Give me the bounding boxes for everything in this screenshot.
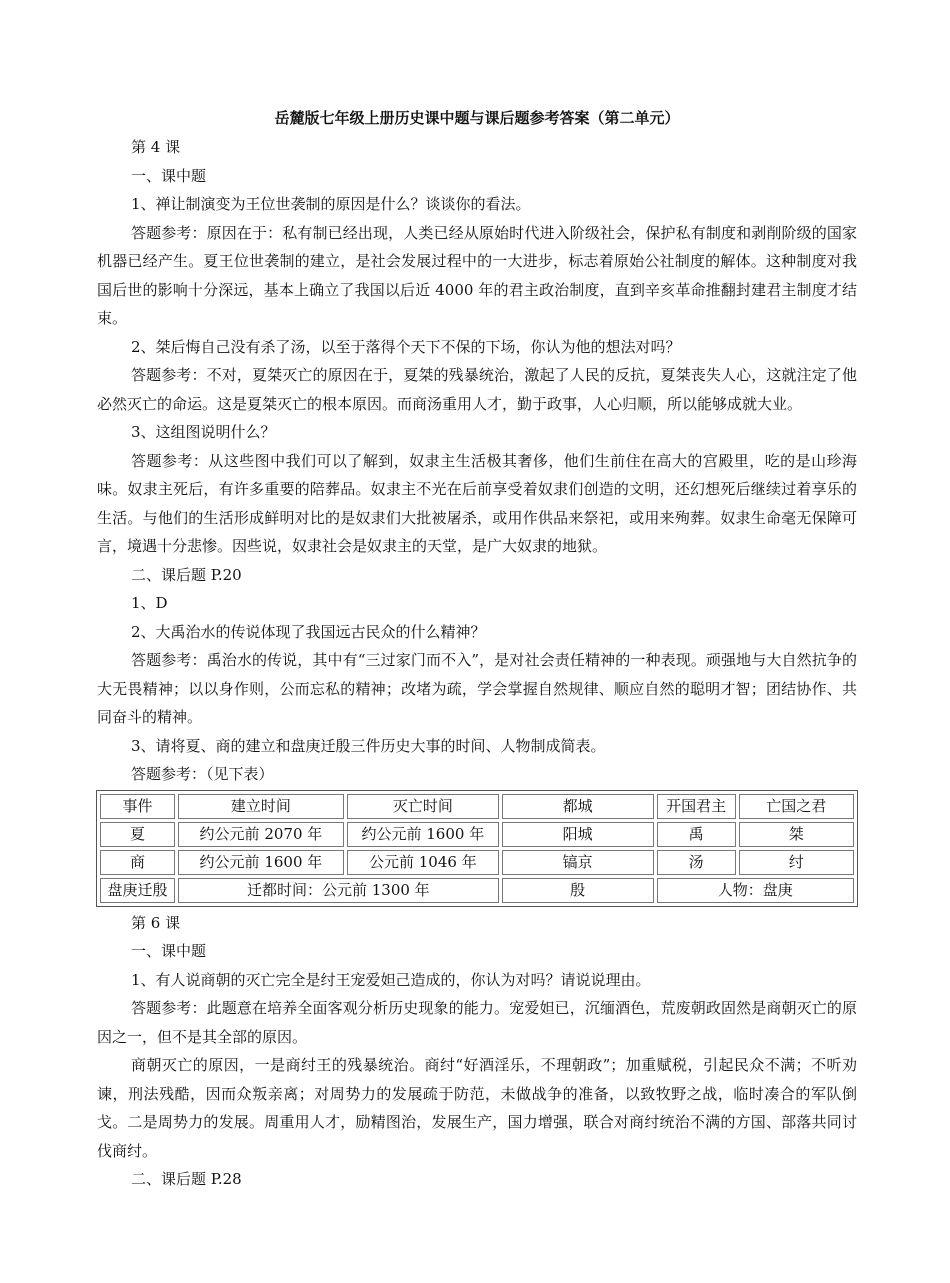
lesson-4-question-1: 1、禅让制演变为王位世袭制的原因是什么？谈谈你的看法。 bbox=[131, 195, 531, 213]
dynasty-summary-table bbox=[96, 790, 858, 907]
table-cell: 纣 bbox=[739, 850, 854, 875]
table-cell: 汤 bbox=[657, 850, 736, 875]
table-cell: 约公元前 2070 年 bbox=[178, 822, 344, 847]
table-header-row bbox=[100, 794, 854, 819]
table-cell: 商 bbox=[100, 850, 175, 875]
table-cell: 镐京 bbox=[502, 850, 654, 875]
table-header-cell: 开国君主 bbox=[657, 794, 736, 819]
lesson-4-section-in-class: 一、课中题 bbox=[131, 166, 207, 185]
table-cell: 禹 bbox=[657, 822, 736, 847]
lesson-4-homework-3-question: 3、请将夏、商的建立和盘庚迁殷三件历史大事的时间、人物制成简表。 bbox=[131, 736, 606, 755]
table-cell: 约公元前 1600 年 bbox=[347, 822, 499, 847]
lesson-4-homework-3-answer: 答题参考：（见下表） bbox=[131, 765, 274, 783]
lesson-4-section-after-class: 二、课后题 P.20 bbox=[131, 565, 242, 584]
table-cell: 公元前 1046 年 bbox=[347, 850, 499, 875]
document-title: 岳麓版七年级上册历史课中题与课后题参考答案（第二单元） bbox=[274, 109, 680, 127]
table-header-cell: 灭亡时间 bbox=[347, 794, 499, 819]
lesson-4-homework-1: 1、D bbox=[131, 594, 168, 612]
lesson-4-answer-3: 答题参考：从这些图中我们可以了解到，奴隶主生活极其奢侈，他们生前住在高大的宫殿里，吃的是山珍海味。奴隶主死后，有许多重要的陪葬品。奴隶主不光在后前享受着奴隶们创造的文明，还幻想死后继续过着享乐的生活。与他们的生活形成鲜明对比的是奴隶们大批被屠杀，或用作供品来祭祀，或用来殉葬。奴隶生命毫无保障可言，境遇十分悲惨。因些说，奴隶社会是奴隶主的天堂，是广大奴隶的地狱。 bbox=[97, 451, 857, 555]
lesson-6-section-after-class: 二、课后题 P.28 bbox=[131, 1170, 242, 1188]
table-cell: 人物：盘庚 bbox=[657, 878, 854, 903]
lesson-6-heading: 第 6 课 bbox=[131, 913, 181, 932]
table-row bbox=[100, 850, 854, 875]
lesson-4-question-2: 2、桀后悔自己没有杀了汤，以至于落得个天下不保的下场，你认为他的想法对吗？ bbox=[131, 337, 681, 356]
table-header-cell: 事件 bbox=[100, 794, 175, 819]
lesson-6-section-in-class: 一、课中题 bbox=[131, 942, 207, 960]
table-header-cell: 亡国之君 bbox=[739, 794, 854, 819]
lesson-6-answer-1-continued: 商朝灭亡的原因，一是商纣王的残暴统治。商纣“好酒淫乐，不理朝政”；加重赋税，引起民众不满；不听劝谏，刑法残酷，因而众叛亲离；对周势力的发展疏于防范，未做战争的准备，以致牧野之战，临时凑合的军队倒戈。二是周势力的发展。周重用人才，励精图治，发展生产，国力增强，联合对商纣统治不满的方国、部落共同讨伐商纣。 bbox=[97, 1056, 857, 1160]
table-header-cell: 都城 bbox=[502, 794, 654, 819]
table-cell: 殷 bbox=[502, 878, 654, 903]
table-cell: 盘庚迁殷 bbox=[100, 878, 175, 903]
lesson-4-heading: 第 4 课 bbox=[131, 138, 181, 156]
lesson-6-question-1: 1、有人说商朝的灭亡完全是纣王宠爱妲己造成的，你认为对吗？请说说理由。 bbox=[131, 970, 651, 989]
table-cell: 夏 bbox=[100, 822, 175, 847]
table-cell: 阳城 bbox=[502, 822, 654, 847]
table-cell: 桀 bbox=[739, 822, 854, 847]
lesson-4-homework-2-question: 2、大禹治水的传说体现了我国远古民众的什么精神？ bbox=[131, 622, 486, 641]
lesson-4-answer-1: 答题参考：原因在于：私有制已经出现，人类已经从原始时代进入阶级社会，保护私有制度和剥削阶级的国家机器已经产生。夏王位世袭制的建立，是社会发展过程中的一大进步，标志着原始公社制度的解体。这种制度对我国后世的影响十分深远，基本上确立了我国以后近 4000 年的君主政治制度，直到辛亥革命推翻封建君主制度才结束。 bbox=[97, 223, 857, 327]
table-cell: 迁都时间：公元前 1300 年 bbox=[178, 878, 499, 903]
table-row bbox=[100, 878, 854, 903]
lesson-6-answer-1: 答题参考：此题意在培养全面客观分析历史现象的能力。宠爱妲已，沉缅酒色，荒废朝政固然是商朝灭亡的原因之一，但不是其全部的原因。 bbox=[97, 999, 857, 1046]
table-header-cell: 建立时间 bbox=[178, 794, 344, 819]
lesson-4-answer-2: 答题参考：不对，夏桀灭亡的原因在于，夏桀的残暴统治，激起了人民的反抗，夏桀丧失人心，这就注定了他必然灭亡的命运。这是夏桀灭亡的根本原因。而商汤重用人才，勤于政事，人心归顺，所以能够成就大业。 bbox=[97, 366, 857, 413]
document-page bbox=[97, 108, 857, 1194]
lesson-4-homework-2-answer: 答题参考：禹治水的传说，其中有“三过家门而不入”，是对社会责任精神的一种表现。顽强地与大自然抗争的大无畏精神；以以身作则，公而忘私的精神；改堵为疏，学会掌握自然规律、顺应自然的聪明才智；团结协作、共同奋斗的精神。 bbox=[97, 651, 857, 726]
table-row bbox=[100, 822, 854, 847]
lesson-4-question-3: 3、这组图说明什么？ bbox=[131, 423, 276, 441]
table-cell: 约公元前 1600 年 bbox=[178, 850, 344, 875]
